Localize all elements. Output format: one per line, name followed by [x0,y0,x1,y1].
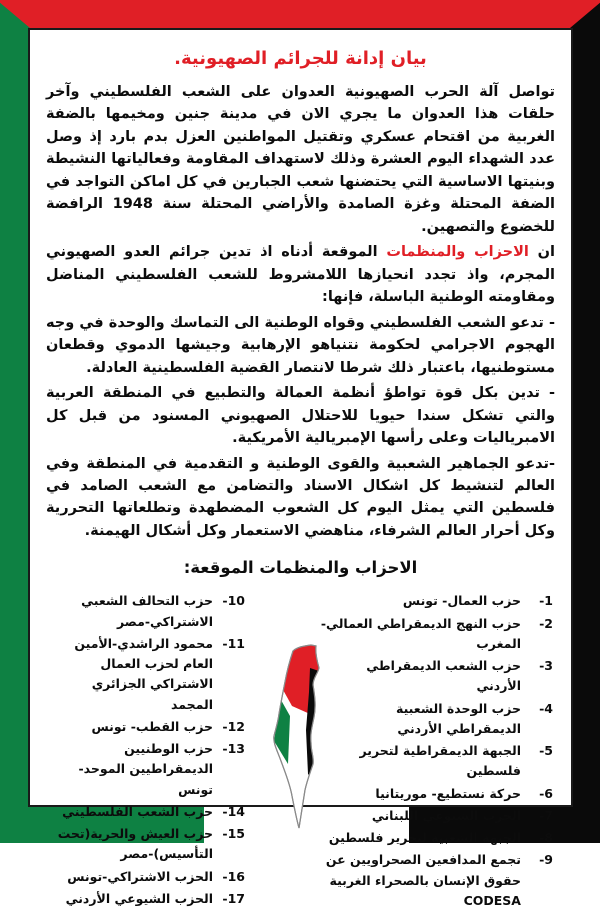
palestine-map-icon [264,644,346,834]
list-item [46,867,247,887]
item-name: حركة نستطيع- موريتانيا [375,785,521,801]
statement-title: بيان إدانة للجرائم الصهيونية. [174,48,427,69]
item-number: 7- [539,807,553,823]
item-number: 15- [222,826,245,842]
list-item [319,850,555,911]
flag-black-right-band [572,28,600,807]
item-name: حزب القطب- تونس [91,718,213,734]
item-number: 3- [539,658,553,674]
list-item [46,802,247,822]
item-name: حزب النهج الديمقراطي العمالي- المغرب [320,615,521,651]
item-name: حزب الشعب الفلسطيني [62,803,213,819]
item-name: محمود الراشدي-الأمين العام لحزب العمال الاشتراكي الجزائري المجمد [74,635,213,712]
item-number: 13- [222,741,245,757]
list-item [319,806,555,826]
item-number: 14- [222,803,245,819]
item-name: حزب التحالف الشعبي الاشتراكي-مصر [81,593,213,629]
item-number: 9- [539,852,553,868]
item-number: 2- [539,615,553,631]
statement-paragraph-2 [46,241,555,308]
item-name: الحزب الشيوعي اللبناني [371,807,521,823]
item-number: 4- [539,700,553,716]
list-item [46,739,247,800]
item-name: حزب الشعب الديمقراطي الأردني [366,658,521,694]
statement-paragraph-1: تواصل آلة الحرب الصهيونية العدوان على الشعب الفلسطيني وآخر حلقات هذا العدوان ما يجري الان في مدينة جنين ومخيمها بالضفة الغربية من اقتحام عسكري وتقتيل المواطنين العزل بدم بارد إذ وصل عدد الشهداء اليوم العشرة وذلك لاستهداف المقاومة وفعالياتها النشيطة وبنيتها الاساسية التي يحتضنها شعب الجبارين في كل اماكن التواجد في الضفة المحتلة وغزة الصامدة والأراضي المحتلة سنة 1948 الرافضة للخضوع والتصهين. [46,84,556,235]
list-item [46,634,247,715]
list-item [319,784,555,804]
demand-item: - تدين بكل قوة تواطؤ أنظمة العمالة والتطبيع في المنطقة العربية والتي تشكل سندا حيويا للاحتلال الصهيوني المسنود من قبل كل الامبرياليات وعلى رأسها الإمبريالية الأمريكية. [46,385,555,447]
list-item [46,591,247,632]
item-number: 16- [222,868,245,884]
item-name: الجبهة الشعبية لتحرير فلسطين [328,830,521,846]
item-name: تجمع المدافعين الصحراويين عن حقوق الإنسان بالصحراء الغربية CODESA [325,852,521,908]
item-name: حزب العيش والحرية(تحت التأسيس)-مصر [57,826,213,862]
item-number: 11- [222,635,245,651]
list-item [319,614,555,655]
demand-item: -تدعو الجماهير الشعبية والقوى الوطنية و التقدمية في المنطقة وفي العالم لتنشيط كل اشكال الاسناد والتضامن مع الشعب الصامد في فلسطين التي يمثل اليوم كل الشعوب المضطهدة وتطلعاتها التحررية وكل أحرار العالم الشرفاء، مناهضي الاستعمار وكل أشكال الهيمنة. [46,455,555,539]
item-number: 17- [222,890,245,906]
demand-item: - تدعو الشعب الفلسطيني وقواه الوطنية الى التماسك والوحدة في وجه الهجوم الاجرامي لحكومة نتنياهو الإرهابية وجيشها الدموي وقطعان مستوطنيها، باعتبار ذلك شرطا لانتصار القضية الفلسطينية العادلة. [46,314,555,376]
item-number: 12- [222,718,245,734]
item-name: الحزب الشيوعي الأردني [65,890,213,906]
item-name: الجبهة الديمقراطية لتحرير فلسطين [359,743,521,779]
item-name: حزب الوطنيين الديمقراطيين الموحد-تونس [78,741,213,797]
paragraph-2-prefix: ان [528,244,555,261]
item-number: 1- [539,593,553,609]
flag-red-top-band [0,0,600,28]
list-item [46,889,247,909]
item-number: 5- [539,743,553,759]
item-number: 6- [539,785,553,801]
item-name: حزب العمال- تونس [402,593,521,609]
list-item [319,656,555,697]
item-name: الحزب الاشتراكي-تونس [67,868,213,884]
list-item [319,741,555,782]
item-number: 8- [539,830,553,846]
item-number: 10- [222,593,245,609]
list-item [319,699,555,740]
item-name: حزب الوحدة الشعبية الديمقراطي الأردني [395,700,521,736]
list-item [319,591,555,611]
list-item [319,828,555,848]
signatories-left-column [46,591,247,913]
signatories-right-column [319,591,555,913]
list-item [46,824,247,865]
list-item [46,717,247,737]
signatories-heading: الاحزاب والمنظمات الموقعة: [183,558,418,578]
paragraph-2-rest: الموقعة أدناه اذ تدين جرائم العدو الصهيوني المجرم، واذ تجدد انحيازها اللامشروط للشعب الفلسطيني المناضل ومقاومته الوطنية الباسلة، فإنها: [46,244,555,306]
flag-green-left-band [0,28,28,807]
paragraph-2-highlight: الاحزاب والمنظمات [386,244,529,261]
